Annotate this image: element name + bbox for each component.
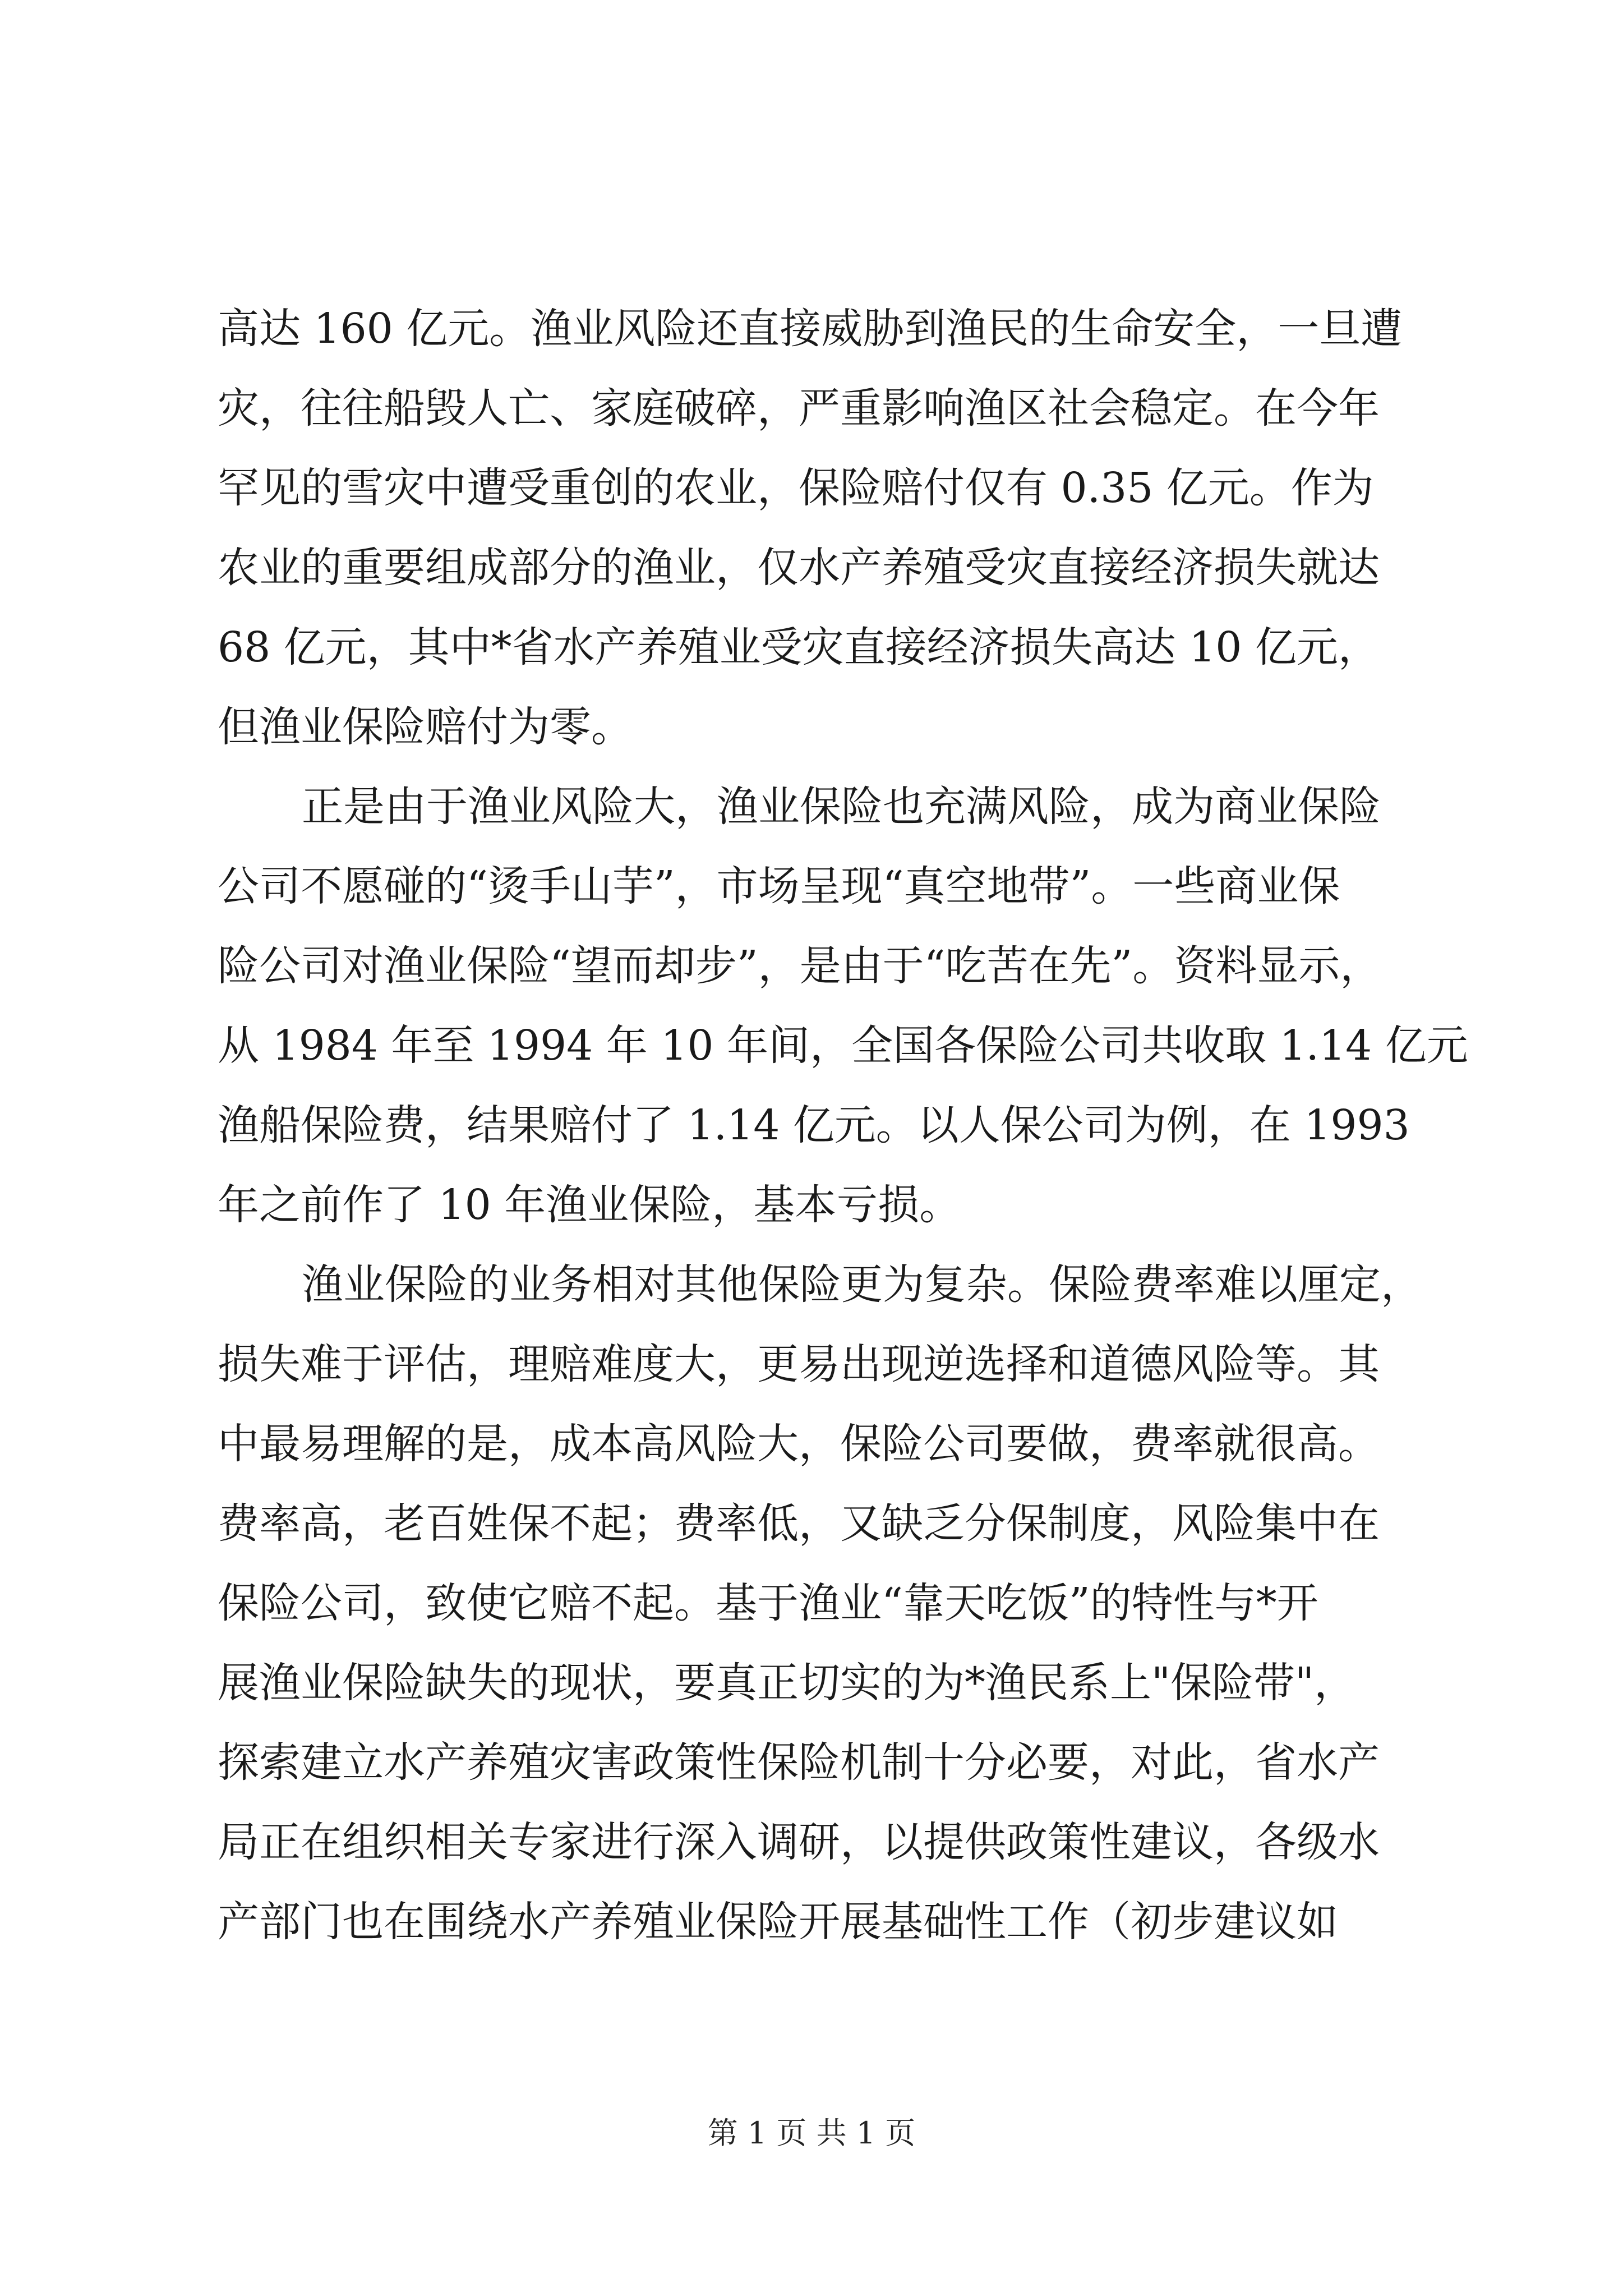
text-line: 保险公司，致使它赔不起。基于渔业“靠天吃饭”的特性与*开	[218, 1579, 1318, 1627]
text-line: 局正在组织相关专家进行深入调研，以提供政策性建议，各级水	[218, 1818, 1380, 1866]
text-line: 年之前作了 10 年渔业保险，基本亏损。	[218, 1181, 961, 1229]
text-line: 灾，往往船毁人亡、家庭破碎，严重影响渔区社会稳定。在今年	[218, 384, 1380, 432]
document-body	[218, 289, 1468, 1962]
text-line: 费率高，老百姓保不起；费率低，又缺乏分保制度，风险集中在	[218, 1499, 1380, 1548]
text-line: 68 亿元，其中*省水产养殖业受灾直接经济损失高达 10 亿元，	[218, 623, 1380, 671]
text-line: 损失难于评估，理赔难度大，更易出现逆选择和道德风险等。其	[218, 1340, 1380, 1388]
text-line: 从 1984 年至 1994 年 10 年间，全国各保险公司共收取 1.14 亿元	[218, 1022, 1468, 1070]
text-line: 罕见的雪灾中遭受重创的农业，保险赔付仅有 0.35 亿元。作为	[218, 464, 1374, 512]
text-line: 展渔业保险缺失的现状，要真正切实的为*渔民系上"保险带"，	[218, 1659, 1356, 1707]
text-line: 高达 160 亿元。渔业风险还直接威胁到渔民的生命安全，一旦遭	[218, 305, 1403, 353]
text-line: 公司不愿碰的“烫手山芋”，市场呈现“真空地带”。一些商业保	[218, 862, 1340, 910]
paragraph-first-line: 渔业保险的业务相对其他保险更为复杂。保险费率难以厘定，	[302, 1260, 1422, 1309]
text-line: 但渔业保险赔付为零。	[218, 703, 633, 751]
text-line: 险公司对渔业保险“望而却步”，是由于“吃苦在先”。资料显示，	[218, 942, 1382, 990]
text-line: 农业的重要组成部分的渔业，仅水产养殖受灾直接经济损失就达	[218, 544, 1380, 592]
text-line: 中最易理解的是，成本高风险大，保险公司要做，费率就很高。	[218, 1420, 1380, 1468]
text-line: 渔船保险费，结果赔付了 1.14 亿元。以人保公司为例，在 1993	[218, 1101, 1410, 1149]
text-line: 产部门也在围绕水产养殖业保险开展基础性工作（初步建议如	[218, 1898, 1338, 1946]
paragraph-first-line: 正是由于渔业风险大，渔业保险也充满风险，成为商业保险	[302, 783, 1381, 831]
text-line: 探索建立水产养殖灾害政策性保险机制十分必要，对此，省水产	[218, 1738, 1380, 1787]
page-number-footer: 第 1 页 共 1 页	[707, 2115, 916, 2151]
